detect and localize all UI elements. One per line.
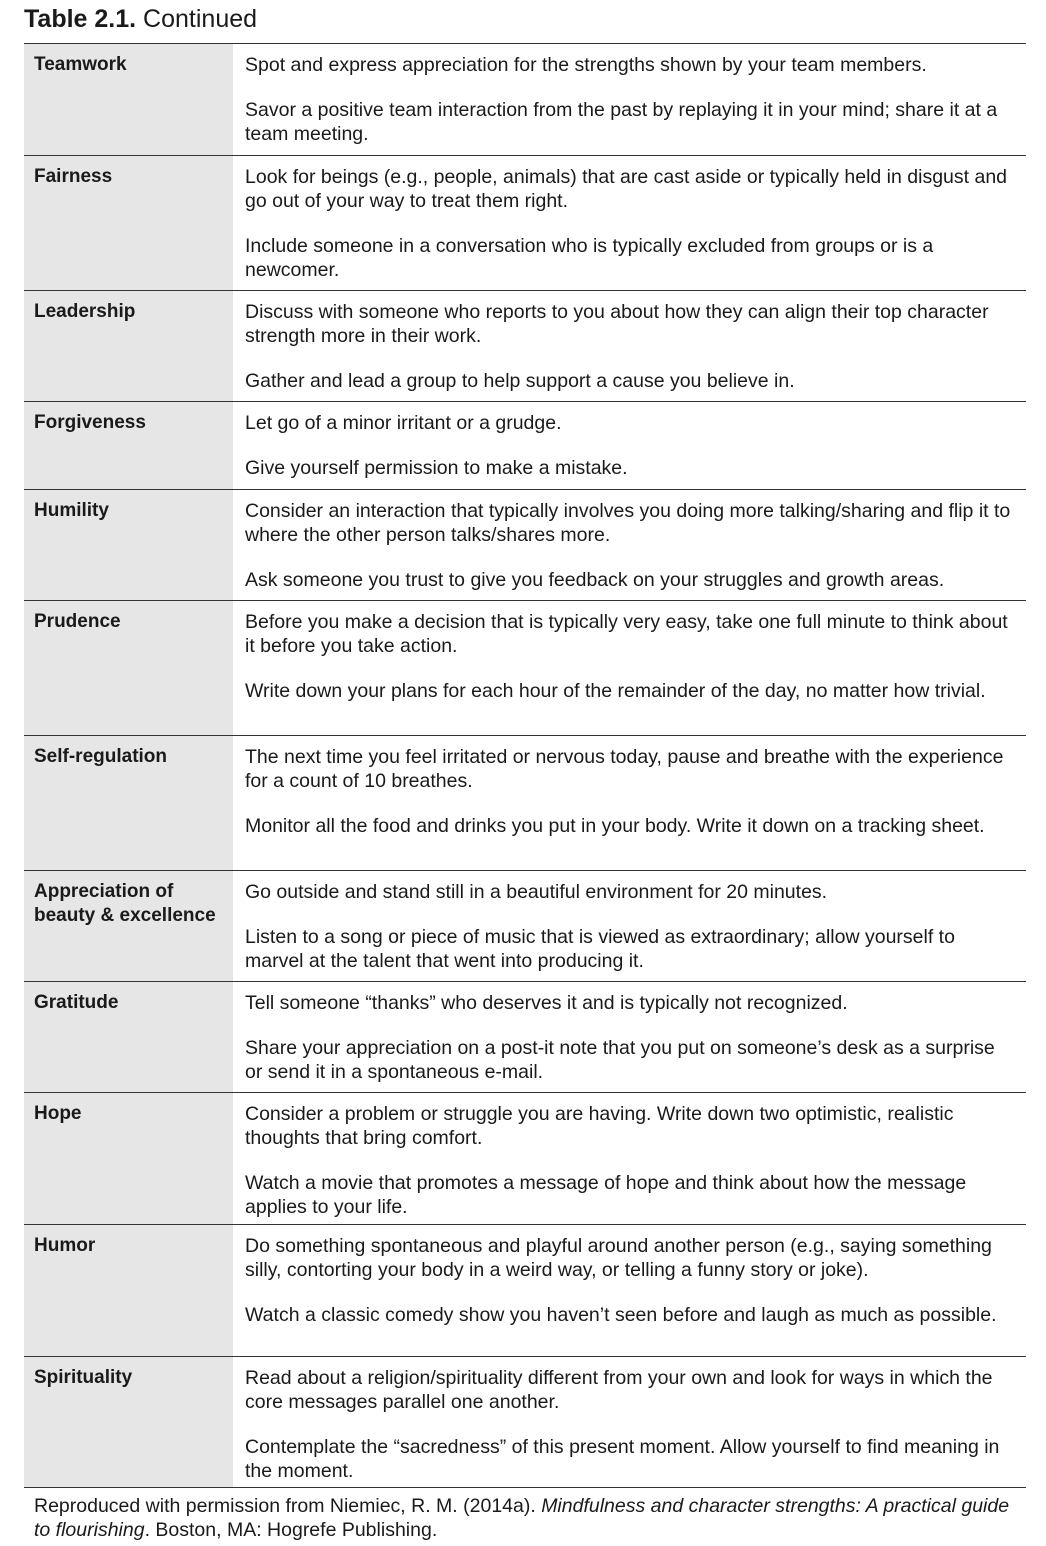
activity-text: Write down your plans for each hour of the remainder of the day, no matter how trivial.: [245, 680, 986, 702]
activity-text: Consider a problem or struggle you are having. Write down two optimistic, realistic thoughts that bring comfort.: [245, 1103, 954, 1149]
strength-name: Humility: [24, 490, 233, 600]
activity-text: Monitor all the food and drinks you put in your body. Write it down on a tracking sheet.: [245, 815, 985, 837]
source-note-publisher: . Boston, MA: Hogrefe Publishing.: [144, 1519, 438, 1541]
activity-text: Share your appreciation on a post-it note that you put on someone’s desk as a surprise or send it in a spontaneous e-mail.: [245, 1037, 995, 1083]
activity-text: Give yourself permission to make a mistake.: [245, 457, 628, 479]
table-row: [24, 291, 1026, 402]
strength-name: Teamwork: [24, 44, 233, 155]
table-row: [24, 1225, 1026, 1357]
activity-text: Read about a religion/spirituality different from your own and look for ways in which the core messages parallel one another.: [245, 1367, 993, 1413]
source-note-book-title: Mindfulness and character strengths: A practical guide to flourishing: [34, 1495, 1010, 1541]
strength-name: Gratitude: [24, 982, 233, 1092]
activity-list: [233, 156, 1026, 290]
table-row: [24, 871, 1026, 982]
activity-text: Watch a movie that promotes a message of hope and think about how the message applies to your life.: [245, 1172, 967, 1218]
table-row: [24, 402, 1026, 490]
activity-list: [233, 1357, 1026, 1487]
activity-text: Contemplate the “sacredness” of this present moment. Allow yourself to find meaning in the moment.: [245, 1436, 1000, 1482]
activity-list: [233, 1093, 1026, 1224]
activity-text: Consider an interaction that typically involves you doing more talking/sharing and flip it to where the other person talks/shares more.: [245, 500, 1011, 546]
strength-name: Leadership: [24, 291, 233, 401]
activity-text: Spot and express appreciation for the strengths shown by your team members.: [245, 54, 927, 76]
table-number: Table 2.1.: [24, 5, 137, 33]
strength-name: Appreciation of beauty & excellence: [24, 871, 233, 981]
activity-list: [233, 402, 1026, 489]
activity-text: Look for beings (e.g., people, animals) that are cast aside or typically held in disgust and go out of your way to treat them right.: [245, 166, 1008, 212]
table-row: [24, 1357, 1026, 1488]
activity-list: [233, 736, 1026, 870]
activity-text: Savor a positive team interaction from the past by replaying it in your mind; share it at a team meeting.: [245, 99, 998, 145]
activity-text: The next time you feel irritated or nervous today, pause and breathe with the experience for a count of 10 breathes.: [245, 746, 1004, 792]
activity-text: Before you make a decision that is typically very easy, take one full minute to think about it before you take action.: [245, 611, 1008, 657]
activity-text: Gather and lead a group to help support a cause you believe in.: [245, 370, 795, 392]
activity-text: Let go of a minor irritant or a grudge.: [245, 412, 562, 434]
table-row: [24, 1093, 1026, 1225]
strength-name: Hope: [24, 1093, 233, 1224]
source-note-text: Reproduced with permission from Niemiec, R. M. (2014a).: [34, 1495, 542, 1517]
activity-list: [233, 601, 1026, 735]
activity-text: Tell someone “thanks” who deserves it and is typically not recognized.: [245, 992, 848, 1014]
activity-text: Discuss with someone who reports to you about how they can align their top character strength more in their work.: [245, 301, 989, 347]
activity-list: [233, 44, 1026, 155]
table-row: [24, 601, 1026, 736]
activity-list: [233, 982, 1026, 1092]
activity-text: Go outside and stand still in a beautiful environment for 20 minutes.: [245, 881, 828, 903]
table-row: [24, 490, 1026, 601]
activity-text: Include someone in a conversation who is typically excluded from groups or is a newcomer.: [245, 235, 934, 281]
strength-name: Humor: [24, 1225, 233, 1356]
activity-text: Watch a classic comedy show you haven’t seen before and laugh as much as possible.: [245, 1304, 997, 1326]
table-caption-text: Continued: [143, 5, 258, 33]
table-row: [24, 44, 1026, 156]
strength-name: Prudence: [24, 601, 233, 735]
strength-name: Forgiveness: [24, 402, 233, 489]
strength-name: Spirituality: [24, 1357, 233, 1487]
activity-text: Do something spontaneous and playful around another person (e.g., saying something silly, contorting your body in a weird way, or telling a funny story or joke).: [245, 1235, 992, 1281]
activity-text: Listen to a song or piece of music that is viewed as extraordinary; allow yourself to marvel at the talent that went into producing it.: [245, 926, 955, 972]
activity-list: [233, 490, 1026, 600]
table-row: [24, 156, 1026, 291]
source-note: [34, 1494, 1024, 1542]
strength-name: Self-regulation: [24, 736, 233, 870]
table-caption: [24, 4, 257, 34]
table-row: [24, 736, 1026, 871]
strengths-table: [24, 43, 1026, 1488]
activity-list: [233, 871, 1026, 981]
activity-text: Ask someone you trust to give you feedback on your struggles and growth areas.: [245, 569, 945, 591]
activity-list: [233, 291, 1026, 401]
strength-name: Fairness: [24, 156, 233, 290]
activity-list: [233, 1225, 1026, 1356]
table-row: [24, 982, 1026, 1093]
